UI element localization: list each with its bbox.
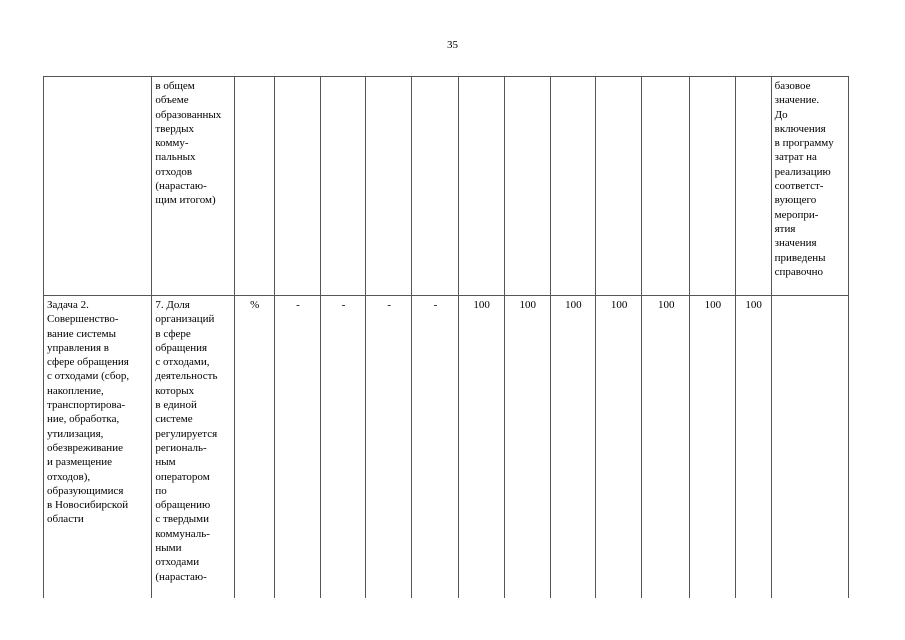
indicator-cell: 7. Доля организаций в сфере обращения с отходами, деятельность которых в единой системе регулируется региональ- ным оператором по обращению с твердыми коммуналь- ными отходами (нарастаю- [152, 296, 234, 599]
note-cell: базовое значение. До включения в программу затрат на реализацию соответст- вующего меропри- ятия значения приведены справочно [771, 77, 848, 296]
value-cell: - [274, 296, 320, 599]
value-cell [504, 77, 550, 296]
table-row [44, 296, 849, 599]
indicator-cell: в общем объеме образованных твердых комму- пальных отходов (нарастаю- щим итогом) [152, 77, 234, 296]
unit-cell: % [234, 296, 274, 599]
value-cell [550, 77, 595, 296]
task-cell: Задача 2. Совершенство- вание системы управления в сфере обращения с отходами (сбор, накопление, транспортирова- ние, обработка, утилизация, обезвреживание и размещение отходов), образующимися в Новосибирской области [44, 296, 152, 599]
value-cell: 100 [550, 296, 595, 599]
table-row [44, 77, 849, 296]
value-cell [735, 77, 771, 296]
value-cell [642, 77, 690, 296]
value-cell: - [366, 296, 412, 599]
value-cell: 100 [596, 296, 642, 599]
value-cell: 100 [690, 296, 735, 599]
value-cell [321, 77, 366, 296]
value-cell [458, 77, 504, 296]
indicator-table [43, 76, 849, 598]
task-cell [44, 77, 152, 296]
value-cell [274, 77, 320, 296]
value-cell: 100 [504, 296, 550, 599]
page-number: 35 [447, 39, 458, 51]
value-cell: 100 [458, 296, 504, 599]
value-cell: - [412, 296, 458, 599]
note-cell [771, 296, 848, 599]
value-cell: - [321, 296, 366, 599]
unit-cell [234, 77, 274, 296]
value-cell [690, 77, 735, 296]
value-cell: 100 [735, 296, 771, 599]
value-cell: 100 [642, 296, 690, 599]
value-cell [596, 77, 642, 296]
value-cell [366, 77, 412, 296]
value-cell [412, 77, 458, 296]
